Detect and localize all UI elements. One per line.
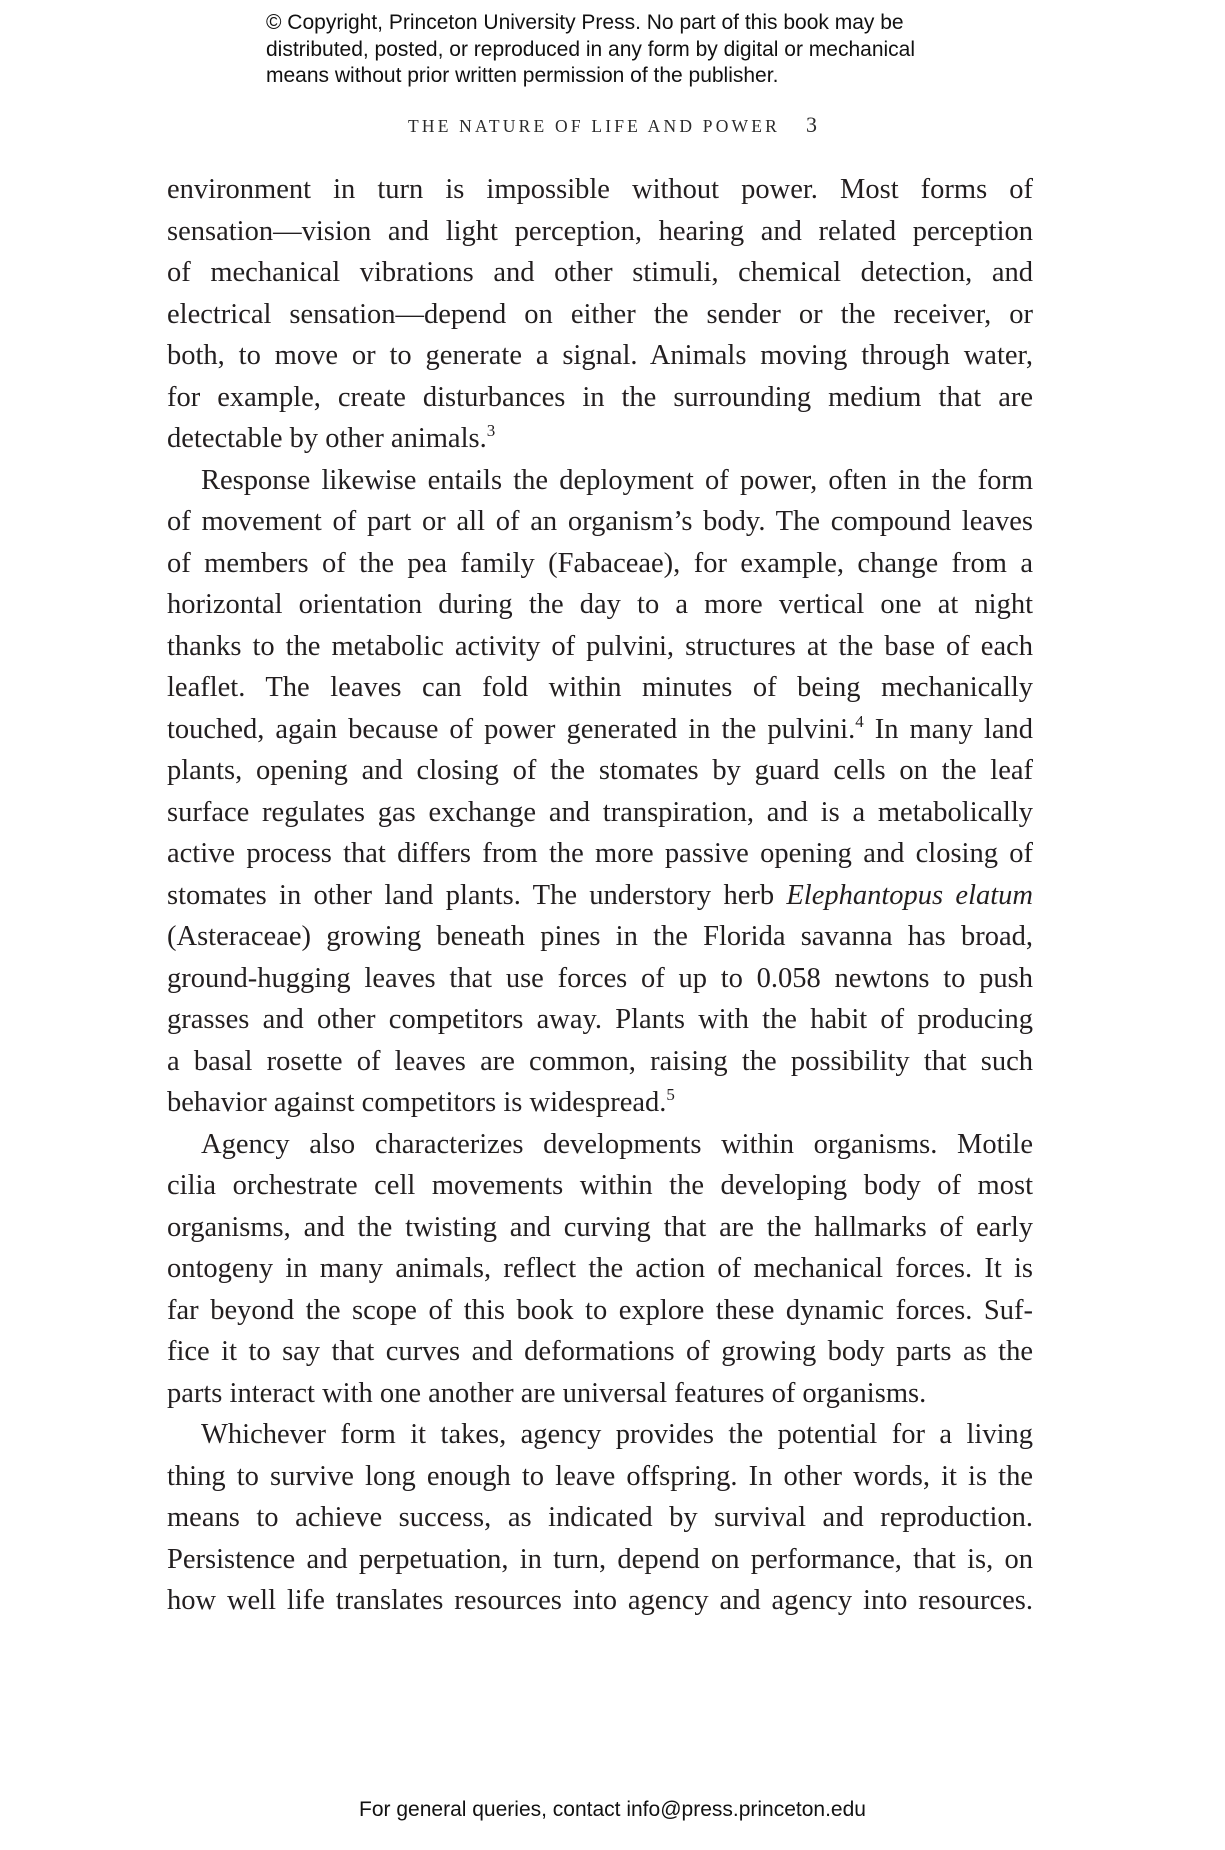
species-name: Elephantopus elatum	[786, 879, 1033, 911]
text-line	[167, 1082, 1033, 1124]
text-line: of mechanical vibrations and other stimuli, chemical detection, and	[167, 257, 1033, 288]
text-line: active process that differs from the more passive opening and closing of	[167, 838, 1033, 869]
text-line: Agency also characterizes developments within organisms. Motile	[201, 1128, 1033, 1160]
footer-text: For general queries, contact info@press.princeton.edu	[359, 1798, 866, 1821]
text-line: sensation—vision and light perception, hearing and related perception	[167, 215, 1033, 247]
text-line: for example, create disturbances in the surrounding medium that are	[167, 381, 1033, 413]
paragraph-4	[167, 1414, 1033, 1622]
text-line: ground-hugging leaves that use forces of up to 0.058 newtons to push	[167, 962, 1033, 994]
footnote-marker-5[interactable]: 5	[666, 1085, 675, 1104]
text-line: environment in turn is impossible without power. Most forms of	[167, 174, 1033, 205]
text-line: Whichever form it takes, agency provides the potential for a living	[201, 1419, 1033, 1450]
text-line: of movement of part or all of an organism’s body. The compound leaves	[167, 506, 1033, 537]
text-line: plants, opening and closing of the stomates by guard cells on the leaf	[167, 755, 1033, 786]
footnote-marker-4[interactable]: 4	[855, 711, 864, 731]
paragraph-3	[167, 1124, 1033, 1415]
text-line: of members of the pea family (Fabaceae), for example, change from a	[167, 547, 1033, 579]
footer-contact	[0, 1798, 1225, 1822]
copyright-line: distributed, posted, or reproduced in any form by digital or mechanical	[266, 37, 916, 61]
text-span: behavior against competitors is widespread.	[167, 1087, 667, 1118]
text-line: (Asteraceae) growing beneath pines in the Florida savanna has broad,	[167, 921, 1033, 952]
text-line: electrical sensation—depend on either the sender or the receiver, or	[167, 298, 1033, 330]
text-line	[167, 418, 1033, 460]
text-line: Response likewise entails the deployment of power, often in the form	[201, 464, 1033, 496]
text-span: stomates in other land plants. The understory herb	[167, 879, 787, 911]
text-line: fice it to say that curves and deformations of growing body parts as the	[167, 1336, 1033, 1367]
copyright-notice	[266, 10, 1026, 90]
text-line	[167, 875, 1033, 917]
body-text	[167, 169, 1033, 1622]
text-line: both, to move or to generate a signal. Animals moving through water,	[167, 340, 1033, 371]
running-head-title: THE NATURE OF LIFE AND POWER	[407, 116, 781, 136]
copyright-line: © Copyright, Princeton University Press. No part of this book may be	[266, 11, 904, 34]
text-line: cilia orchestrate cell movements within the developing body of most	[167, 1170, 1033, 1201]
paragraph-2	[167, 460, 1033, 1124]
text-line: Persistence and perpetuation, in turn, depend on performance, that is, on	[167, 1543, 1033, 1575]
text-span: In many land	[863, 713, 1033, 745]
text-line: parts interact with one another are universal features of organisms.	[167, 1377, 927, 1409]
text-line: horizontal orientation during the day to a more vertical one at night	[167, 589, 1033, 620]
text-line: thanks to the metabolic activity of pulvini, structures at the base of each	[167, 630, 1033, 662]
text-line: surface regulates gas exchange and transpiration, and is a metabolically	[167, 796, 1033, 828]
text-line: far beyond the scope of this book to explore these dynamic forces. Suf-	[167, 1294, 1033, 1326]
copyright-line: means without prior written permission of the publisher.	[266, 64, 779, 87]
running-head	[0, 112, 1225, 138]
footnote-marker-3[interactable]: 3	[486, 421, 496, 440]
text-line: means to achieve success, as indicated by survival and reproduction.	[167, 1502, 1033, 1533]
text-span: detectable by other animals.	[167, 423, 487, 454]
text-span: touched, again because of power generated in the pulvini.	[167, 713, 856, 745]
paragraph-1	[167, 169, 1033, 460]
text-line: organisms, and the twisting and curving that are the hallmarks of early	[167, 1211, 1033, 1243]
page-number: 3	[806, 112, 818, 137]
text-line: ontogeny in many animals, reflect the action of mechanical forces. It is	[167, 1253, 1033, 1284]
text-line: a basal rosette of leaves are common, raising the possibility that such	[167, 1045, 1033, 1077]
text-line: leaflet. The leaves can fold within minutes of being mechanically	[167, 672, 1033, 703]
text-line: how well life translates resources into agency and agency into resources.	[167, 1585, 1033, 1616]
text-line	[167, 709, 1033, 751]
text-line: thing to survive long enough to leave offspring. In other words, it is the	[167, 1460, 1033, 1492]
text-line: grasses and other competitors away. Plants with the habit of producing	[167, 1004, 1033, 1035]
